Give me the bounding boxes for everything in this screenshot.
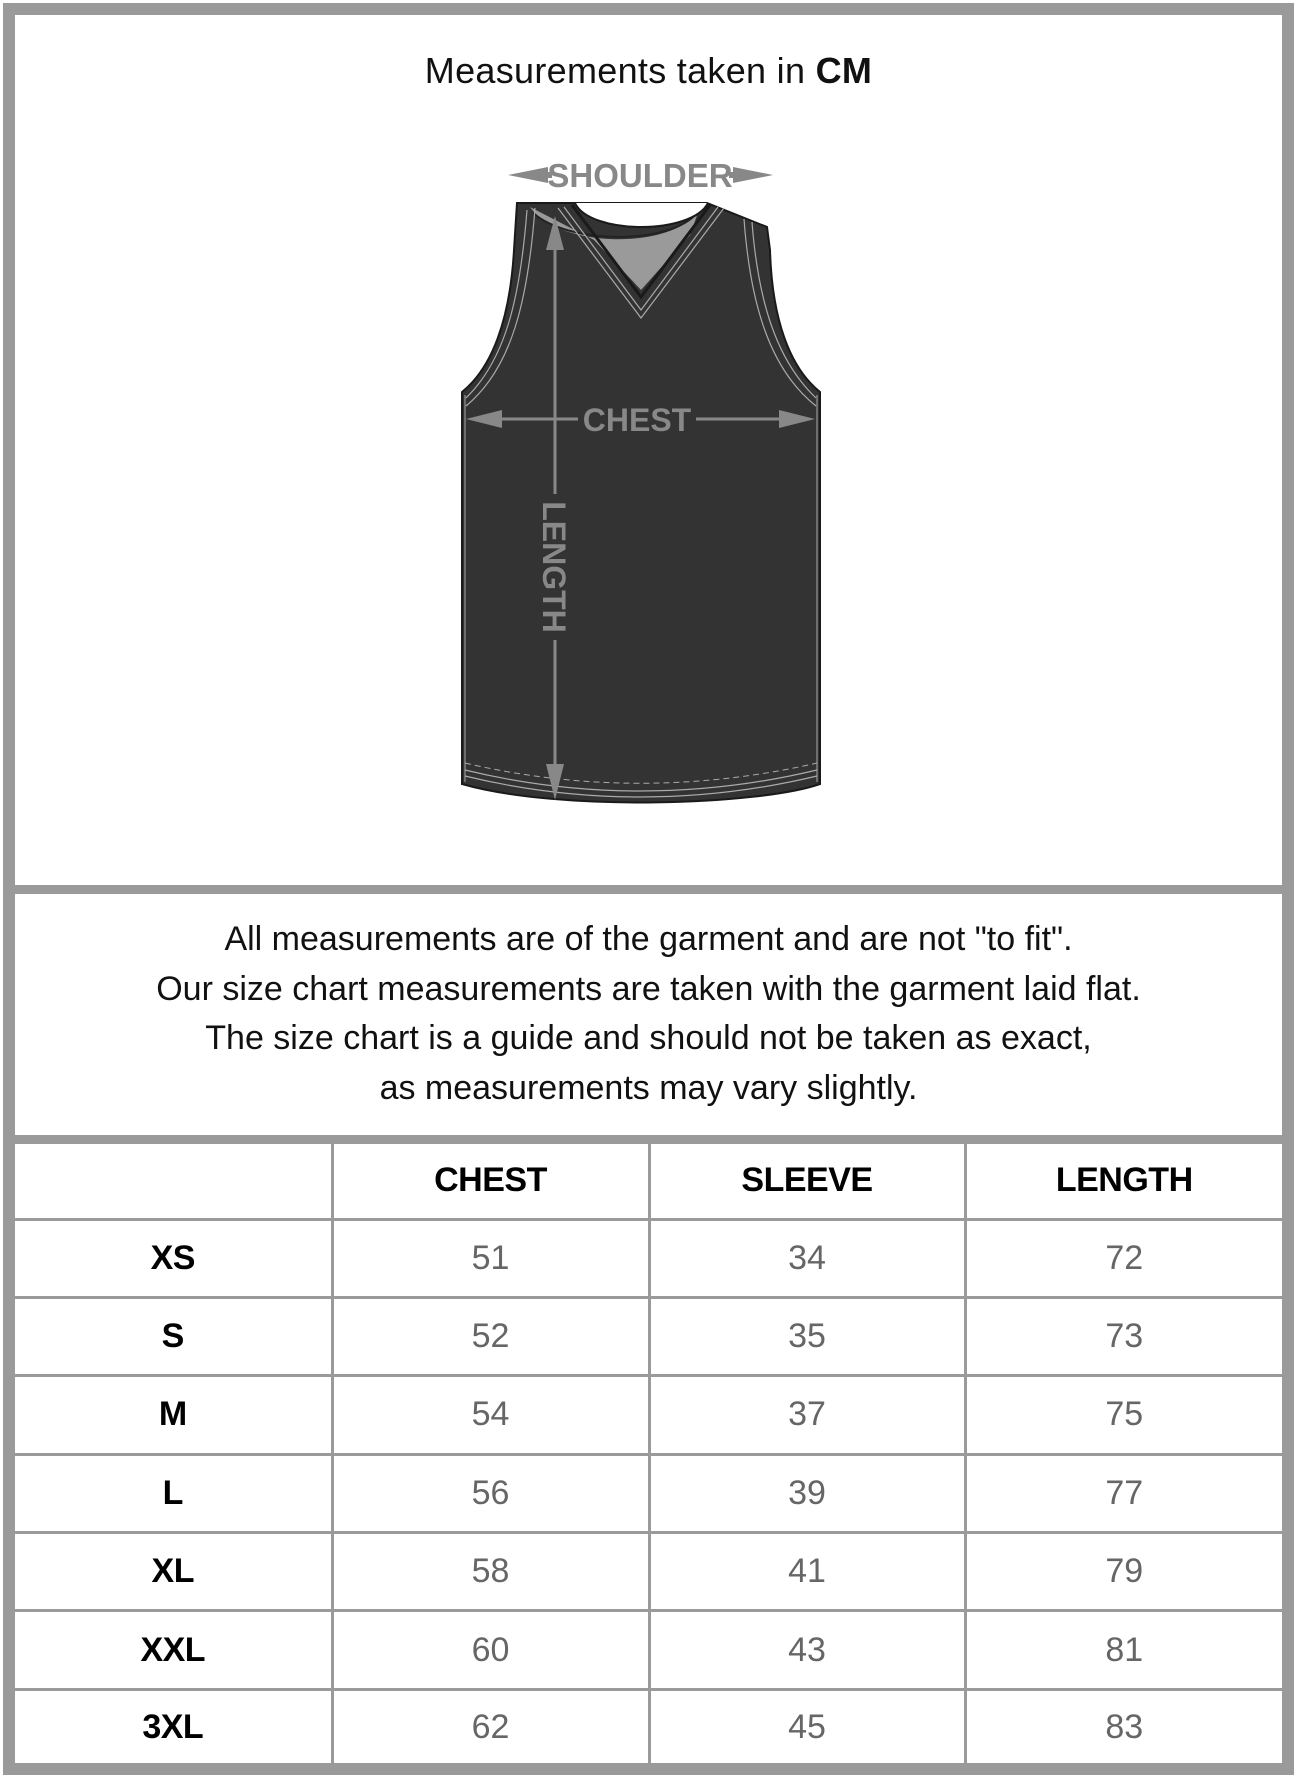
note-line: Our size chart measurements are taken with the garment laid flat.: [156, 969, 1141, 1008]
title-prefix: Measurements taken in: [424, 50, 816, 91]
measurement-notes: [16, 915, 1281, 1113]
chest-label: CHEST: [582, 402, 692, 438]
chest-cell: 56: [332, 1454, 649, 1532]
header-cell-sleeve: SLEEVE: [649, 1143, 965, 1219]
shoulder-label: SHOULDER: [547, 157, 733, 194]
table-row: [15, 1376, 1282, 1454]
sleeve-cell: 39: [649, 1454, 965, 1532]
sleeve-cell: 35: [649, 1297, 965, 1375]
header-cell-length: LENGTH: [965, 1143, 1282, 1219]
length-cell: 77: [965, 1454, 1282, 1532]
length-cell: 73: [965, 1297, 1282, 1375]
chest-cell: 51: [332, 1219, 649, 1297]
table-row: [15, 1454, 1282, 1532]
size-cell: 3XL: [15, 1689, 332, 1765]
length-cell: 79: [965, 1533, 1282, 1611]
table-row: [15, 1533, 1282, 1611]
length-cell: 83: [965, 1689, 1282, 1765]
length-cell: 72: [965, 1219, 1282, 1297]
size-cell: XL: [15, 1533, 332, 1611]
table-row: [15, 1611, 1282, 1689]
note-line: All measurements are of the garment and are not "to fit".: [224, 920, 1073, 958]
sleeve-cell: 43: [649, 1611, 965, 1689]
length-cell: 81: [965, 1611, 1282, 1689]
sleeve-cell: 45: [649, 1689, 965, 1765]
table-header-row: [15, 1143, 1282, 1219]
chest-cell: 52: [332, 1297, 649, 1375]
table-row: [15, 1219, 1282, 1297]
size-cell: XXL: [15, 1611, 332, 1689]
size-table: [15, 1143, 1282, 1765]
note-line: The size chart is a guide and should not be taken as exact,: [205, 1019, 1092, 1057]
chest-cell: 54: [332, 1376, 649, 1454]
section-divider: [3, 885, 1294, 894]
sleeve-cell: 41: [649, 1533, 965, 1611]
chest-cell: 62: [332, 1689, 649, 1765]
table-row: [15, 1297, 1282, 1375]
size-cell: S: [15, 1297, 332, 1375]
chest-cell: 60: [332, 1611, 649, 1689]
chest-cell: 58: [332, 1533, 649, 1611]
note-line: as measurements may vary slightly.: [379, 1068, 918, 1107]
table-row: [15, 1689, 1282, 1765]
sleeve-cell: 34: [649, 1219, 965, 1297]
header-cell-size: [15, 1143, 332, 1219]
size-cell: L: [15, 1454, 332, 1532]
title-unit: CM: [815, 50, 873, 91]
sleeve-cell: 37: [649, 1376, 965, 1454]
jersey-icon: [462, 203, 820, 802]
size-cell: XS: [15, 1219, 332, 1297]
length-label: LENGTH: [536, 501, 572, 633]
size-cell: M: [15, 1376, 332, 1454]
length-cell: 75: [965, 1376, 1282, 1454]
header-cell-chest: CHEST: [332, 1143, 649, 1219]
